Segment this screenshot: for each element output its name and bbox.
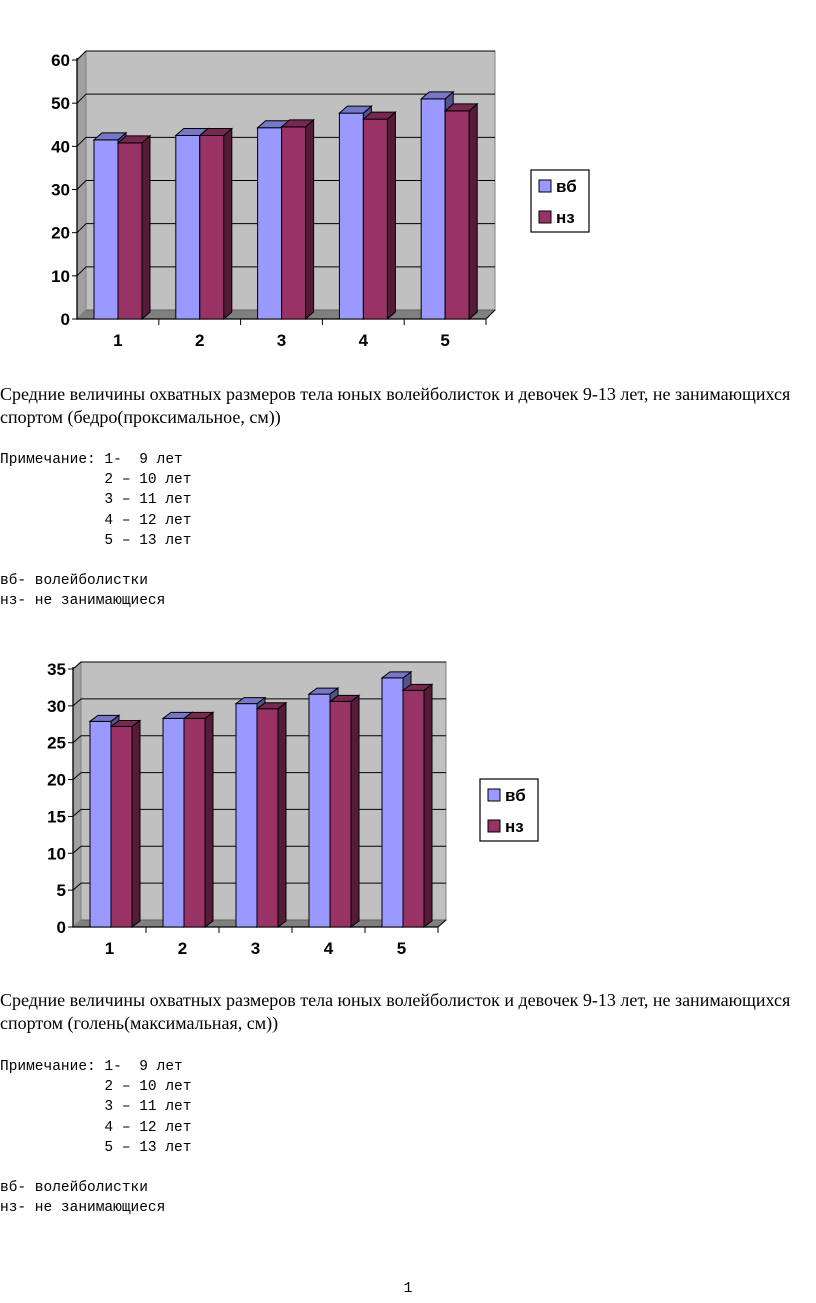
note-line: нз- не занимающиеся: [0, 1200, 166, 1217]
x-tick-label: 1: [113, 331, 123, 350]
legend-swatch-вб: [539, 180, 551, 192]
bar-нз-3: [257, 703, 286, 927]
note-shin: [0, 1057, 191, 1219]
chart-thigh-svg: [0, 40, 816, 360]
chart-shin-svg: [0, 650, 816, 970]
bar-нз-3: [282, 120, 314, 319]
y-tick-label: 30: [47, 696, 66, 716]
bar-нз-2: [200, 129, 232, 319]
bar-нз-2: [184, 712, 213, 927]
chart-shin: [0, 650, 816, 970]
bar-нз-5: [403, 684, 432, 927]
x-tick-label: 3: [250, 939, 261, 958]
chart-thigh: [0, 40, 816, 360]
legend-swatch-нз: [488, 820, 500, 832]
x-tick-label: 5: [396, 939, 407, 958]
note-thigh: [0, 450, 191, 612]
bar-нз-4: [330, 695, 359, 927]
y-tick-label: 25: [47, 733, 66, 753]
y-tick-label: 0: [60, 310, 70, 329]
note-line: 3 – 11 лет: [0, 492, 192, 509]
note-line: 5 – 13 лет: [0, 1139, 192, 1156]
bar-нз-1: [111, 720, 140, 927]
note-line: 4 – 12 лет: [0, 1119, 192, 1136]
y-tick-label: 40: [51, 137, 70, 157]
note-line: Примечание: 1- 9 лет: [0, 452, 183, 468]
note-line: 4 – 12 лет: [0, 512, 192, 529]
note-line: 5 – 13 лет: [0, 532, 192, 549]
caption-shin: Средние величины охватных размеров тела юных волейболисток и девочек 9-13 лет, не занимающихся спортом (голень(максимальная, см)): [0, 990, 791, 1033]
x-tick-label: 2: [177, 939, 188, 958]
legend-label-нз: нз: [505, 817, 524, 836]
note-line: вб- волейболистки: [0, 573, 148, 590]
y-tick-label: 35: [47, 660, 66, 679]
x-tick-label: 4: [323, 939, 334, 958]
legend-label-вб: вб: [505, 786, 526, 805]
note-line: 3 – 11 лет: [0, 1099, 192, 1116]
y-tick-label: 15: [47, 807, 66, 827]
note-line: 2 – 10 лет: [0, 472, 192, 489]
bar-нз-5: [445, 104, 477, 319]
x-tick-label: 4: [358, 331, 369, 350]
legend-swatch-вб: [488, 789, 500, 801]
page-number: 1: [403, 1280, 413, 1297]
y-tick-label: 60: [51, 51, 70, 70]
legend-label-нз: нз: [556, 208, 575, 227]
caption-thigh: Средние величины охватных размеров тела юных волейболисток и девочек 9-13 лет, не занимающихся спортом (бедро(проксимальное, см)): [0, 384, 791, 427]
y-tick-label: 10: [47, 844, 66, 864]
y-tick-label: 5: [56, 881, 66, 901]
x-tick-label: 5: [440, 331, 450, 350]
note-line: 2 – 10 лет: [0, 1079, 192, 1096]
note-line: нз- не занимающиеся: [0, 593, 166, 610]
y-tick-label: 20: [51, 223, 70, 243]
note-line: Примечание: 1- 9 лет: [0, 1059, 183, 1075]
y-tick-label: 50: [51, 94, 70, 114]
bar-нз-4: [363, 112, 395, 319]
y-tick-label: 10: [51, 266, 70, 286]
x-tick-label: 2: [194, 331, 205, 350]
bar-нз-1: [118, 136, 150, 319]
y-tick-label: 20: [47, 770, 66, 790]
legend-swatch-нз: [539, 211, 551, 223]
note-line: вб- волейболистки: [0, 1180, 148, 1197]
legend-label-вб: вб: [556, 177, 577, 196]
x-tick-label: 1: [104, 939, 115, 958]
y-tick-label: 30: [51, 180, 70, 200]
x-tick-label: 3: [276, 331, 287, 350]
y-tick-label: 0: [56, 918, 66, 937]
